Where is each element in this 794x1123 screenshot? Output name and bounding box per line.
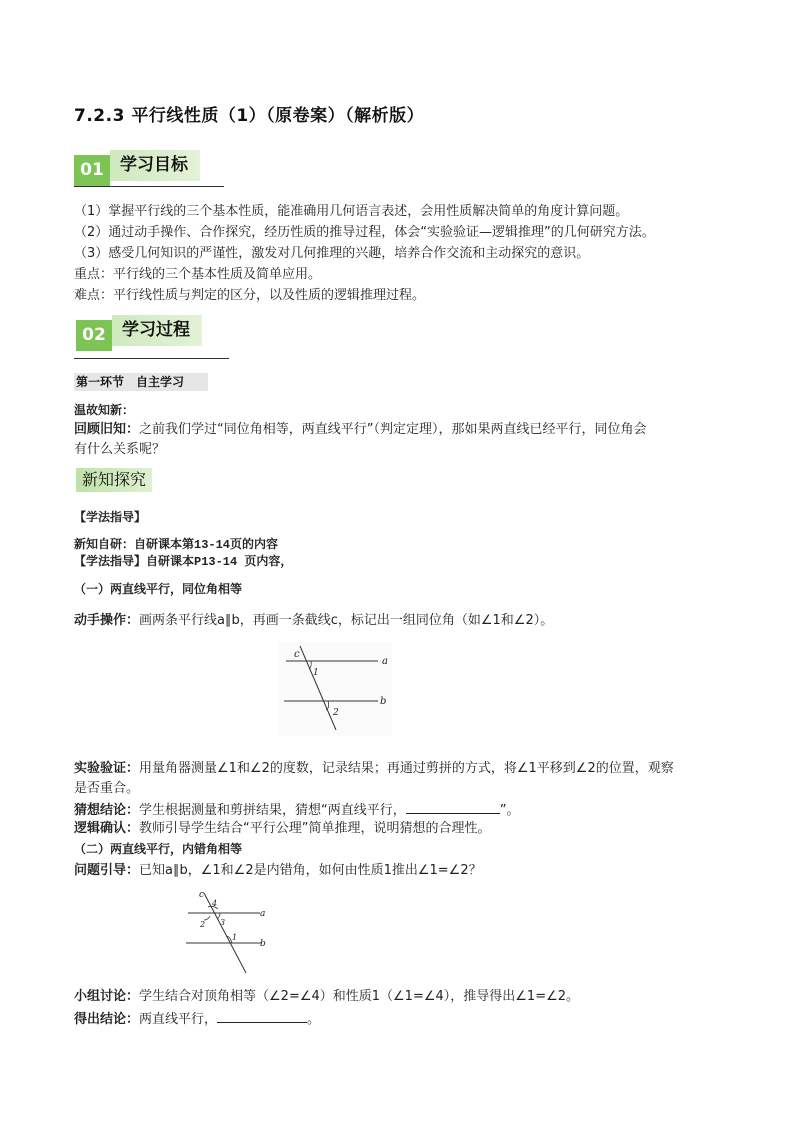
angle-label-4: 4 (212, 899, 218, 908)
parallel-lines-figure-2 (180, 885, 276, 977)
subsection-heading-2: （二）两直线平行，内错角相等 (74, 842, 243, 856)
experiment-label: 实验验证： (74, 761, 140, 776)
section-label: 学习目标 (110, 150, 200, 181)
conclusion-text-end: 。 (307, 1012, 321, 1027)
difficulty-text: 平行线性质与判定的区分，以及性质的逻辑推理过程。 (113, 288, 426, 303)
conclusion-text: 两直线平行， (139, 1012, 218, 1027)
difficulty-label: 难点： (74, 288, 114, 303)
angle-label-2: 2 (333, 708, 339, 718)
experiment-line-2: 是否重合。 (74, 781, 140, 796)
goal-item-3: （3）感受几何知识的严谨性，激发对几何推理的兴趣，培养合作交流和主动探究的意识。 (74, 246, 590, 261)
key-point-label: 重点： (74, 267, 114, 282)
label-b: b (380, 696, 387, 707)
label-c: c (199, 890, 205, 900)
guess-blank[interactable] (406, 800, 500, 814)
question-text: 已知a∥b，∠1和∠2是内错角，如何由性质1推出∠1=∠2？ (139, 863, 482, 878)
goal-item-2: （2）通过动手操作、合作探究，经历性质的推导过程，体会“实验验证—逻辑推理”的几何研究方法。 (74, 225, 655, 240)
goal-item-1: （1）掌握平行线的三个基本性质，能准确用几何语言表述，会用性质解决简单的角度计算问题。 (74, 204, 629, 219)
difficulty-point (74, 287, 425, 305)
angle-label-2: 2 (200, 920, 206, 929)
operation-line (74, 612, 553, 630)
logic-text: 教师引导学生结合“平行公理”简单推理，说明猜想的合理性。 (139, 821, 491, 836)
method-guide-2: 【学法指导】自研课本P13-14 页内容， (74, 555, 293, 569)
angle-label-1: 1 (313, 668, 319, 678)
guess-text: 学生根据测量和剪拼结果，猜想“两直线平行， (139, 803, 406, 818)
section-number: 01 (74, 155, 110, 186)
label-a: a (260, 909, 266, 919)
discussion-text: 学生结合对顶角相等（∠2=∠4）和性质1（∠1=∠4），推导得出∠1=∠2。 (139, 989, 580, 1004)
operation-text: 画两条平行线a∥b，再画一条截线c，标记出一组同位角（如∠1和∠2）。 (139, 613, 554, 628)
page-title: 7.2.3 平行线性质（1）（原卷案）（解析版） (74, 106, 425, 126)
self-study: 新知自研：自研课本第13-14页的内容 (74, 538, 279, 552)
section-number: 02 (76, 320, 112, 351)
section-header-process (76, 315, 256, 351)
question-label: 问题引导： (74, 863, 140, 878)
section-header-goals (74, 150, 254, 186)
guess-line (74, 800, 520, 820)
logic-label: 逻辑确认： (74, 821, 140, 836)
operation-label: 动手操作： (74, 613, 140, 628)
review-heading: 温故知新： (74, 403, 135, 417)
recall-label: 回顾旧知： (74, 422, 140, 437)
conclusion-line (74, 1009, 320, 1029)
section-divider (74, 186, 224, 187)
label-a: a (382, 656, 388, 667)
angle-label-3: 3 (220, 918, 226, 927)
section-divider (74, 358, 229, 359)
question-line (74, 862, 482, 880)
conclusion-blank[interactable] (217, 1009, 307, 1023)
key-point-text: 平行线的三个基本性质及简单应用。 (113, 267, 322, 282)
parallel-lines-figure-1 (278, 642, 392, 736)
logic-line (74, 820, 491, 838)
part-heading: 第一环节 自主学习 (74, 373, 208, 391)
recall-line-1 (74, 421, 647, 439)
experiment-line-1 (74, 760, 674, 778)
recall-line-2: 有什么关系呢？ (74, 442, 166, 457)
experiment-text: 用量角器测量∠1和∠2的度数，记录结果；再通过剪拼的方式，将∠1平移到∠2的位置，观察 (139, 761, 674, 776)
key-point (74, 266, 321, 284)
angle-label-1: 1 (232, 933, 238, 942)
discussion-label: 小组讨论： (74, 989, 140, 1004)
subsection-heading-1: （一）两直线平行，同位角相等 (74, 582, 243, 596)
method-guide: 【学法指导】 (74, 511, 147, 525)
label-c: c (294, 649, 300, 660)
guess-text-end: ”。 (499, 803, 520, 818)
new-knowledge-banner: 新知探究 (76, 468, 152, 492)
discussion-line (74, 988, 579, 1006)
guess-label: 猜想结论： (74, 803, 140, 818)
label-b: b (260, 939, 266, 949)
conclusion-label: 得出结论： (74, 1012, 140, 1027)
recall-text: 之前我们学过“同位角相等，两直线平行”（判定定理），那如果两直线已经平行，同位角会 (139, 422, 647, 437)
section-label: 学习过程 (112, 315, 202, 346)
